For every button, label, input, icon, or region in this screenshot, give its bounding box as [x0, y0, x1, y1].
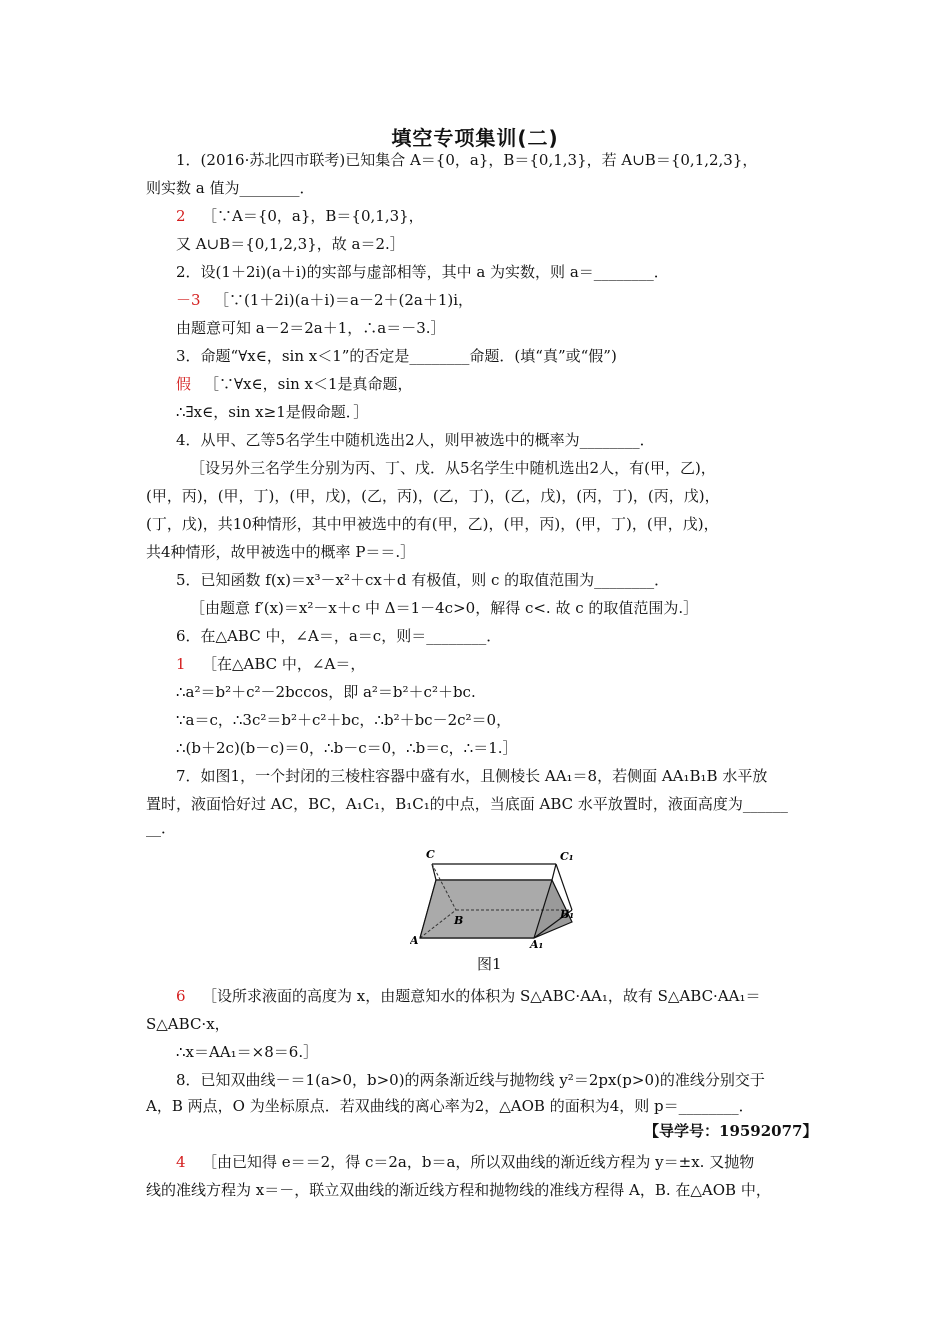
q3-answer: 假: [176, 375, 192, 393]
q3-stem: 3．命题“∀x∈，sin x＜1”的否定是________命题．(填“真”或“假”): [176, 347, 617, 365]
q1-solution: ［∵A＝{0，a}，B＝{0,1,3}，: [202, 207, 424, 225]
page-title: 填空专项集训(二): [391, 126, 559, 150]
q8-solution: ［由已知得 e＝＝2，得 c＝2a，b＝a，所以双曲线的渐近线方程为 y＝±x. 又抛物: [202, 1153, 755, 1171]
q7-solution-cont-1: S△ABC·x，: [146, 1015, 230, 1033]
q8-stem: 8．已知双曲线－＝1(a>0，b>0)的两条渐近线与抛物线 y²＝2px(p>0)的准线分别交于: [176, 1071, 765, 1089]
q1-solution-cont: 又 A∪B＝{0,1,2,3}，故 a＝2.］: [176, 235, 405, 253]
label-C1: C₁: [560, 850, 574, 863]
q2-solution-cont: 由题意可知 a－2＝2a＋1，∴a＝－3.］: [176, 319, 446, 337]
prism-figure: [410, 842, 580, 950]
q7-solution: ［设所求液面的高度为 x，由题意知水的体积为 S△ABC·AA₁，故有 S△ABC·AA₁＝: [202, 987, 761, 1005]
q4-stem: 4．从甲、乙等5名学生中随机选出2人，则甲被选中的概率为________．: [176, 431, 655, 449]
q4-solution-cont-3: 共4种情形，故甲被选中的概率 P＝＝.］: [146, 543, 416, 561]
q8-solution-cont: 线的准线方程为 x＝－，联立双曲线的渐近线方程和抛物线的准线方程得 A，B. 在△AOB 中，: [146, 1181, 771, 1199]
q8-answer: 4: [176, 1153, 186, 1171]
q5-stem: 5．已知函数 f(x)＝x³－x²＋cx＋d 有极值，则 c 的取值范围为________．: [176, 571, 670, 589]
q4-solution-cont-2: (丁，戊)，共10种情形，其中甲被选中的有(甲，乙)，(甲，丙)，(甲，丁)，(甲，戊)，: [146, 515, 719, 533]
label-B1: B₁: [560, 908, 575, 921]
q6-answer: 1: [176, 655, 186, 673]
q3-solution-cont: ∴∃x∈，sin x≥1是假命题．］: [176, 403, 369, 421]
figure-caption: 图1: [477, 955, 502, 973]
q1-answer: 2: [176, 207, 186, 225]
q5-solution: ［由题意 f′(x)＝x²－x＋c 中 Δ＝1－4c>0，解得 c<. 故 c 的取值范围为.］: [190, 599, 699, 617]
q4-solution: ［设另外三名学生分别为丙、丁、戊．从5名学生中随机选出2人，有(甲，乙)，: [190, 459, 716, 477]
label-B: B: [454, 914, 464, 927]
q6-solution-cont-3: ∴(b＋2c)(b－c)＝0，∴b－c＝0，∴b＝c，∴＝1.］: [176, 739, 518, 757]
q7-stem-cont: 置时，液面恰好过 AC，BC，A₁C₁，B₁C₁的中点，当底面 ABC 水平放置时，液面高度为______: [146, 795, 788, 813]
label-A: A: [410, 934, 419, 947]
q6-solution: ［在△ABC 中，∠A＝，: [202, 655, 366, 673]
q7-answer: 6: [176, 987, 186, 1005]
q8-stem-cont: A，B 两点，O 为坐标原点．若双曲线的离心率为2，△AOB 的面积为4，则 p＝________．: [146, 1097, 754, 1115]
q7-stem-cont-2: __．: [146, 819, 177, 837]
q3-solution: ［∵∀x∈，sin x＜1是真命题，: [204, 375, 413, 393]
q6-solution-cont-1: ∴a²＝b²＋c²－2bccos，即 a²＝b²＋c²＋bc.: [176, 683, 476, 701]
guide-number: 【导学号：19592077】: [644, 1122, 818, 1140]
q2-solution: ［∵(1＋2i)(a＋i)＝a－2＋(2a＋1)i，: [214, 291, 474, 309]
q6-stem: 6．在△ABC 中，∠A＝，a＝c，则＝________．: [176, 627, 502, 645]
q2-answer: －3: [176, 291, 201, 309]
label-A1: A₁: [530, 938, 544, 950]
q7-stem: 7．如图1，一个封闭的三棱柱容器中盛有水，且侧棱长 AA₁＝8，若侧面 AA₁B₁B 水平放: [176, 767, 768, 785]
q6-solution-cont-2: ∵a＝c，∴3c²＝b²＋c²＋bc，∴b²＋bc－2c²＝0，: [176, 711, 512, 729]
q4-solution-cont-1: (甲，丙)，(甲，丁)，(甲，戊)，(乙，丙)，(乙，丁)，(乙，戊)，(丙，丁)，(丙，戊)，: [146, 487, 720, 505]
q1-stem: 1．(2016·苏北四市联考)已知集合 A＝{0，a}，B＝{0,1,3}，若 A∪B＝{0,1,2,3}，: [176, 151, 758, 169]
q1-stem-cont: 则实数 a 值为________．: [146, 179, 315, 197]
label-C: C: [426, 848, 435, 861]
q7-solution-cont-2: ∴x＝AA₁＝×8＝6.］: [176, 1043, 319, 1061]
q2-stem: 2．设(1＋2i)(a＋i)的实部与虚部相等，其中 a 为实数，则 a＝________．: [176, 263, 669, 281]
